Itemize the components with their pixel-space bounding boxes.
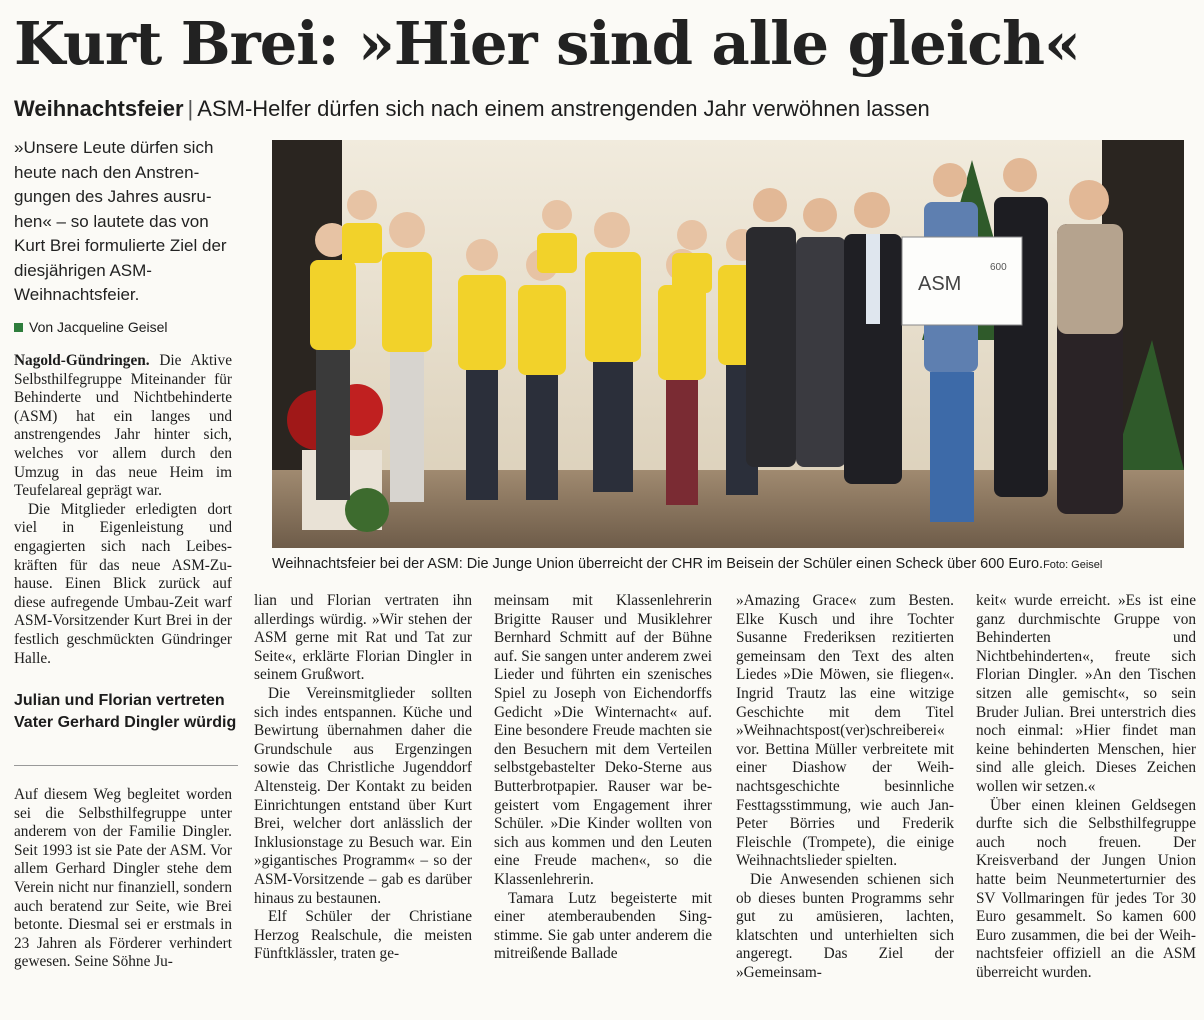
article-column-3 <box>494 592 712 1016</box>
paragraph-text: Die Aktive Selbsthilfegruppe Miteinander für Behinderte und Nichtbehinderte (ASM) hat ein langes und anstrengendes Jahr hinter sich, welches vor allem durch den Umzug in das neue Heim im Teufelareal geprägt war. <box>14 352 232 500</box>
byline <box>14 317 240 337</box>
section-subhead: Julian und Florian vertreten Vater Gerhard Dingler würdig <box>14 692 237 731</box>
cheque-amount: 600 <box>990 262 1007 273</box>
caption-text: Weihnachtsfeier bei der ASM: Die Junge Union überreicht der CHR im Beisein der Schüler einen Scheck über 600 Euro. <box>272 556 1044 572</box>
kicker-separator: | <box>187 96 194 121</box>
byline-square-icon <box>14 323 23 332</box>
article-paragraph: keit« wurde erreicht. »Es ist eine ganz durchmischte Gruppe von Behinderten und Nichtbehinderten«, freute sich Florian Dingler. »An den Tischen sitzen alle gemischt«, so sein Bruder Julian. Brei unterstrich dies noch einmal: »Hier findet man keine behinderten Menschen, hier sind alle gleich. Dieses Zeichen wollen wir setzen.« <box>976 592 1196 795</box>
article-paragraph: Die Vereinsmitglieder sollten sich indes entspannen. Küche und Bewirtung übernahmen daher die Grundschule aus Ergenzingen sowie das Christliche Jugenddorf Altensteig. Der Kontakt zu beiden Einrichtungen entstand über Kurt Brei, welcher dort anlässlich der Inklusionstage zu Besuch war. Ein »gigantisches Programm« – so der ASM-Vorsitzende – gab es darüber hinaus zu bestaunen. <box>254 684 472 907</box>
article-column-2 <box>254 592 472 1016</box>
article-paragraph <box>14 352 232 501</box>
article-column-1-lower <box>14 786 232 1012</box>
dateline: Nagold-Gündringen. <box>14 352 150 369</box>
subheadline-text: ASM-Helfer dürfen sich nach einem anstrengenden Jahr verwöhnen lassen <box>197 96 930 121</box>
article-paragraph: Auf diesem Weg begleitet worden sei die Selbsthilfegruppe unter anderem von der Familie Dingler. Seit 1993 ist sie Pate der ASM. Vor allem Gerhard Dingler stehe dem Verein nicht nur finanziell, sondern auch beratend zur Seite, wie Brei betonte. Diesmal sei er erstmals in 23 Jahren als Förderer verhindert gewesen. Seine Söhne Ju- <box>14 786 232 971</box>
article-paragraph: »Amazing Grace« zum Besten. Elke Kusch und ihre Tochter Susanne Frederiksen rezitierten gemeinsam den Text des alten Liedes »Die Möwen, sie fliegen«. Ingrid Trautz las eine witzige Geschichte mit dem Titel »Weihnachtspost(ver)schreiberei« vor. Bettina Müller verbreitete mit einer Diashow der Weihnachtsgeschichte besinnliche Festtagsstimmung, wie auch Jan-Peter Börries und Frederik Fleischle (Trompete), die einige Weihnachtslieder spielten. <box>736 592 954 870</box>
article-paragraph: lian und Florian vertraten ihn allerdings würdig. »Wir stehen der ASM gerne mit Rat und Tat zur Seite«, erklärte Florian Dingler in seinem Grußwort. <box>254 592 472 684</box>
event-photo <box>272 140 1184 548</box>
group-photo-illustration <box>272 140 1184 548</box>
article-paragraph: meinsam mit Klassenlehrerin Brigitte Rauser und Musiklehrer Bernhard Schmitt auf der Bühne auf. Sie sangen unter anderem zwei Lieder und führten ein szenisches Spiel zu Joseph von Eichendorffs Gedicht »Die Winternacht« auf. Eine besondere Freude machten sie den Besuchern mit dem Verteilen selbstgebastelter Deko-Sterne aus Butterbrotpapier. Rauser war begeistert vom Engagement ihrer Schüler. »Die Kinder wollten von sich aus kommen und den Leuten eine Freude machen«, so die Klassenlehrerin. <box>494 592 712 888</box>
article-paragraph: Elf Schüler der Christiane Herzog Realschule, die meisten Fünftklässler, traten ge- <box>254 908 472 963</box>
cheque-name: ASM <box>918 273 962 295</box>
article-paragraph: Die Anwesenden schienen sich ob dieses bunten Programms sehr gut zu amüsieren, lachten, klatschten und unterhielten sich angeregt. Das Ziel der »Gemeinsam- <box>736 870 954 981</box>
kicker: Weihnachtsfeier <box>14 96 184 121</box>
byline-author: Von Jacqueline Geisel <box>29 319 168 335</box>
photo-credit: Foto: Geisel <box>1043 559 1103 571</box>
headline: Kurt Brei: »Hier sind alle gleich« <box>14 9 1080 78</box>
article-column-5 <box>976 592 1196 1016</box>
divider <box>14 765 238 766</box>
cheque <box>902 237 1022 325</box>
article-column-1 <box>14 352 232 682</box>
lead-paragraph: »Unsere Leute dürfen sich heute nach den Anstrengungen des Jahres ausruhen« – so lautete das von Kurt Brei formulierte Ziel der diesjährigen ASM-Weihnachtsfeier. <box>14 138 227 304</box>
subheadline <box>14 92 1194 126</box>
article-paragraph: Über einen kleinen Geldsegen durfte sich die Selbsthilfegruppe auch noch freuen. Der Kreisverband der Jungen Union hatte beim Neunmeterturnier des SV Vollmaringen für jedes Tor 30 Euro gesammelt. So kamen 600 Euro zusammen, die bei der Weihnachtsfeier offiziell an die ASM überreicht wurden. <box>976 796 1196 981</box>
photo-caption <box>272 554 1184 574</box>
article-column-4 <box>736 592 954 1016</box>
article-paragraph: Die Mitglieder erledigten dort viel in Eigenleistung und engagierten sich nach Leibeskräften für das neue ASM-Zuhause. Einen Blick zurück auf diese aufregende Umbau-Zeit warf ASM-Vorsitzender Kurt Brei in der festlich geschmückten Gündringer Halle. <box>14 500 232 667</box>
article-paragraph: Tamara Lutz begeisterte mit einer atemberaubenden Singstimme. Sie gab unter anderem die mitreißende Ballade <box>494 889 712 963</box>
